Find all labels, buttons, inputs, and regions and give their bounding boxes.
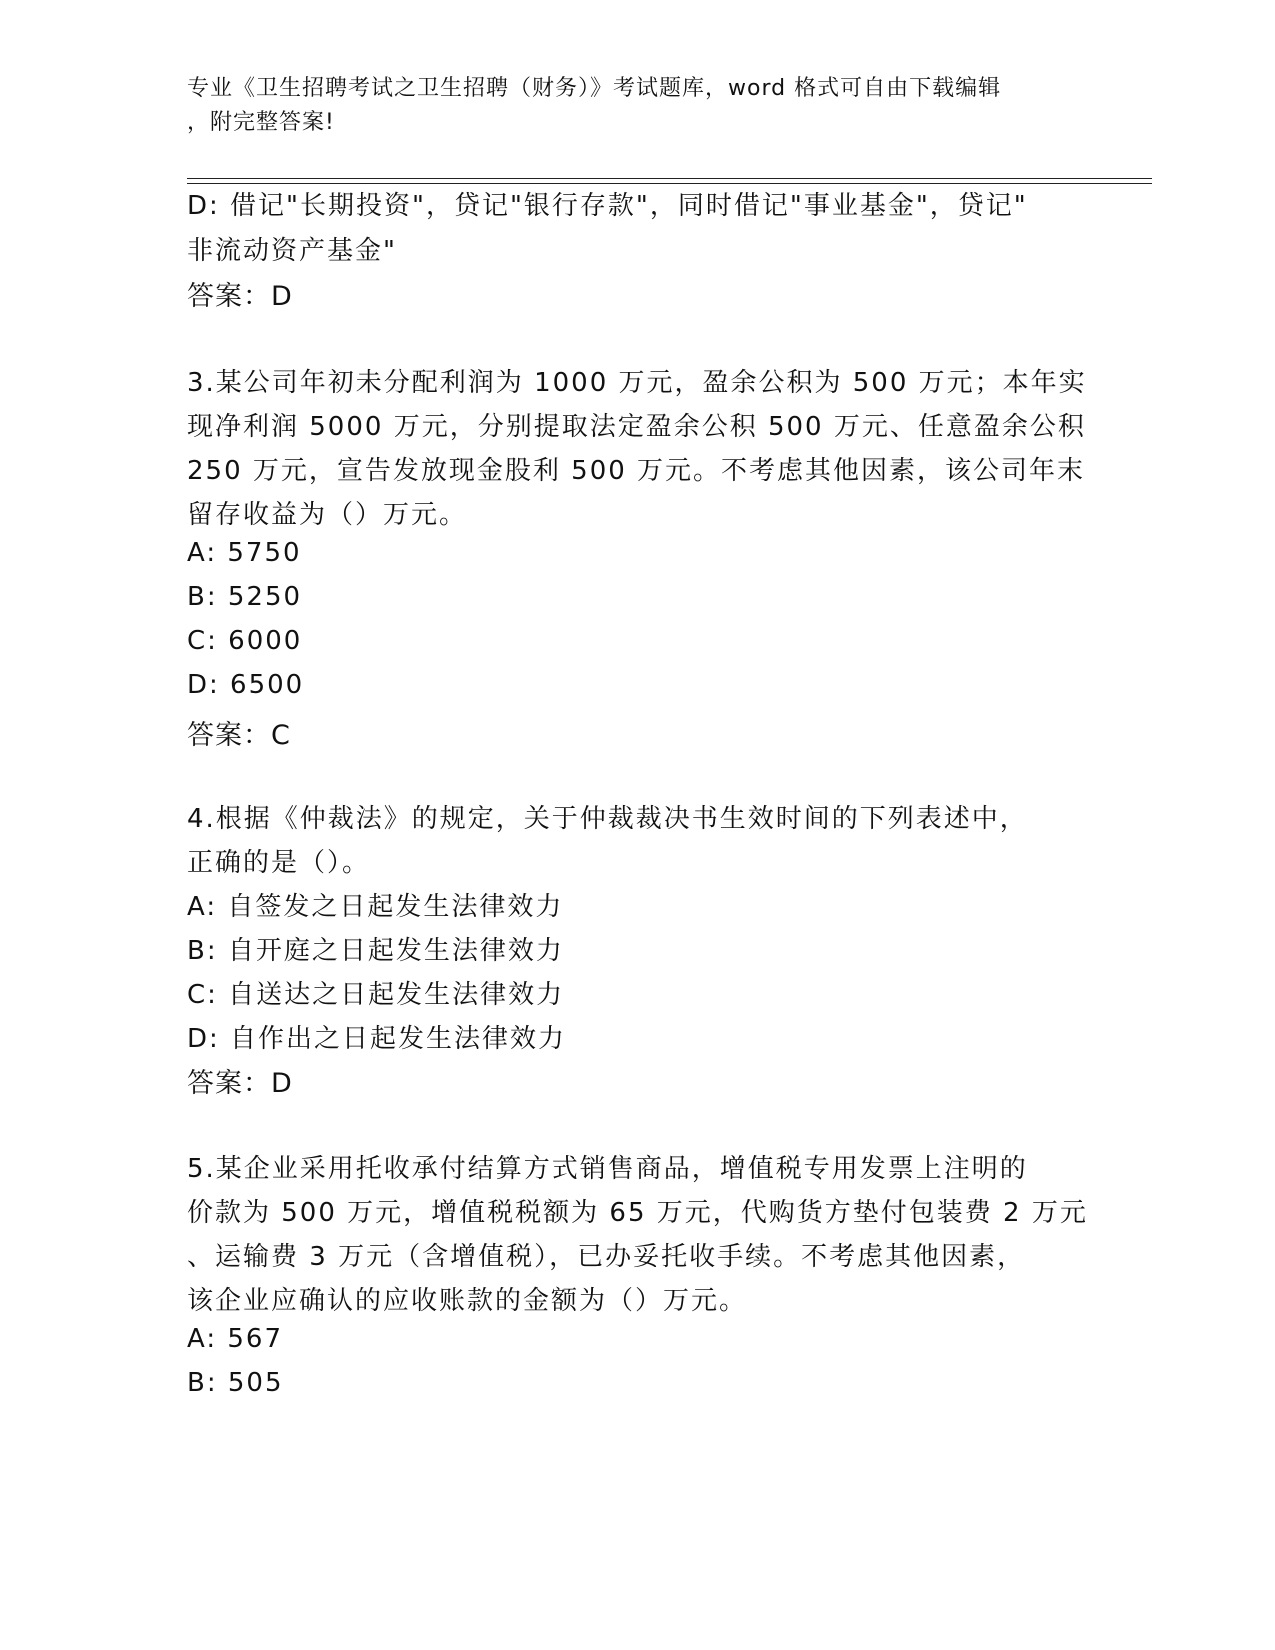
q3-option-c: C: 6000 — [187, 626, 303, 656]
q5-stem-line1: 5.某企业采用托收承付结算方式销售商品，增值税专用发票上注明的 — [187, 1154, 1028, 1184]
q4-option-a: A: 自签发之日起发生法律效力 — [187, 892, 564, 922]
q3-stem-line2: 现净利润 5000 万元，分别提取法定盈余公积 500 万元、任意盈余公积 — [187, 412, 1086, 442]
q3-option-d: D: 6500 — [187, 670, 305, 700]
q3-answer: 答案：C — [187, 720, 291, 751]
q4-stem-line2: 正确的是（）。 — [187, 848, 371, 878]
q4-stem-line1: 4.根据《仲裁法》的规定，关于仲裁裁决书生效时间的下列表述中， — [187, 804, 1028, 834]
q3-stem-line3: 250 万元，宣告发放现金股利 500 万元。不考虑其他因素，该公司年末 — [187, 456, 1086, 486]
q4-answer: 答案：D — [187, 1068, 293, 1099]
q4-option-c: C: 自送达之日起发生法律效力 — [187, 980, 565, 1010]
header-rule-bottom — [187, 183, 1152, 184]
q5-stem-line4: 该企业应确认的应收账款的金额为（）万元。 — [187, 1286, 748, 1316]
q3-option-b: B: 5250 — [187, 582, 303, 612]
q3-stem-line4: 留存收益为（）万元。 — [187, 500, 468, 530]
header-title-line1: 专业《卫生招聘考试之卫生招聘（财务）》考试题库，word 格式可自由下载编辑 — [187, 76, 1002, 101]
document-header — [187, 72, 1077, 140]
q5-option-b: B: 505 — [187, 1368, 284, 1398]
prev-answer: 答案：D — [187, 281, 293, 312]
q5-stem-line3: 、运输费 3 万元（含增值税），已办妥托收手续。不考虑其他因素， — [187, 1242, 1026, 1272]
q5-option-a: A: 567 — [187, 1324, 283, 1354]
header-rule-top — [187, 178, 1152, 179]
header-title-line2: ，附完整答案! — [187, 110, 335, 135]
q5-stem-line2: 价款为 500 万元，增值税税额为 65 万元，代购货方垫付包装费 2 万元 — [187, 1198, 1088, 1228]
prev-option-d-line2: 非流动资产基金" — [187, 236, 397, 266]
q3-stem-line1: 3.某公司年初未分配利润为 1000 万元，盈余公积为 500 万元；本年实 — [187, 368, 1087, 398]
q4-option-b: B: 自开庭之日起发生法律效力 — [187, 936, 564, 966]
prev-option-d-line1: D: 借记"长期投资"，贷记"银行存款"，同时借记"事业基金"，贷记" — [187, 191, 1028, 221]
q4-option-d: D: 自作出之日起发生法律效力 — [187, 1024, 567, 1054]
q3-option-a: A: 5750 — [187, 538, 302, 568]
